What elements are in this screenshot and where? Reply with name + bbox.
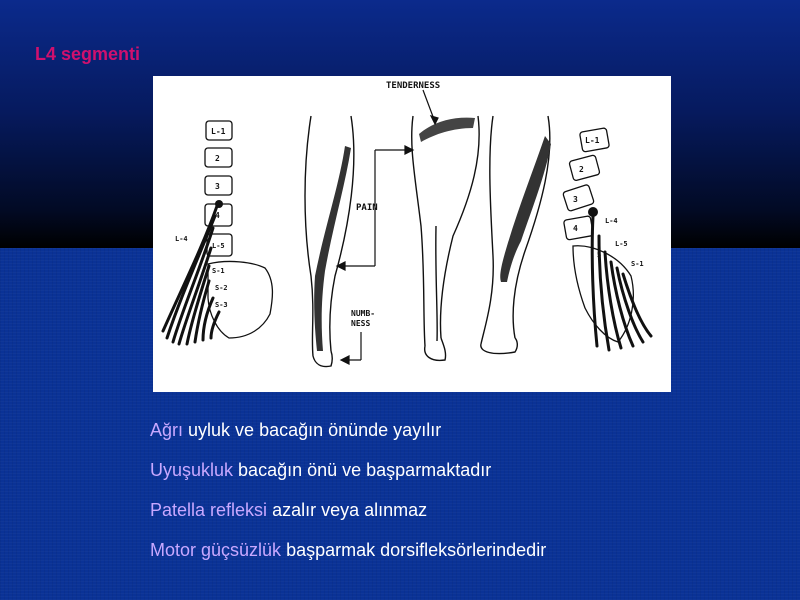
tenderness-label: TENDERNESS xyxy=(386,81,441,91)
svg-text:L-5: L-5 xyxy=(615,240,628,248)
finding-reflex xyxy=(150,500,546,520)
finding-reflex-highlight: Patella refleksi xyxy=(150,500,268,520)
svg-text:4: 4 xyxy=(215,211,220,220)
svg-text:2: 2 xyxy=(215,154,220,163)
leg-1-pain-stripe xyxy=(314,146,351,351)
svg-text:L-5: L-5 xyxy=(212,242,225,250)
svg-text:L-4: L-4 xyxy=(175,235,188,243)
numbness-label-line1: NUMB- xyxy=(351,309,376,318)
finding-numbness-highlight: Uyuşukluk xyxy=(150,460,234,480)
finding-numbness xyxy=(150,460,546,480)
finding-numbness-text: bacağın önü ve başparmaktadır xyxy=(238,460,492,480)
leg-back-2 xyxy=(412,116,479,360)
pain-label: PAIN xyxy=(356,203,378,213)
svg-text:S-1: S-1 xyxy=(212,267,225,275)
svg-text:3: 3 xyxy=(215,182,220,191)
finding-motor-text: başparmak dorsifleksörlerindedir xyxy=(286,540,547,560)
svg-text:4: 4 xyxy=(573,224,578,233)
finding-motor-highlight: Motor güçsüzlük xyxy=(150,540,282,560)
pain-arrows xyxy=(337,146,413,270)
numbness-arrow xyxy=(341,332,361,364)
svg-text:S-1: S-1 xyxy=(631,260,644,268)
finding-pain-text: uyluk ve bacağın önünde yayılır xyxy=(188,420,442,440)
svg-text:L-1: L-1 xyxy=(211,127,226,136)
finding-pain xyxy=(150,420,546,440)
svg-text:S-3: S-3 xyxy=(215,301,228,309)
numbness-label-line2: NESS xyxy=(351,319,371,328)
slide-title: L4 segmenti xyxy=(35,44,141,64)
finding-reflex-text: azalır veya alınmaz xyxy=(272,500,428,520)
dermatome-figure xyxy=(153,76,671,392)
leg-3-pain-stripe xyxy=(500,136,551,282)
tenderness-band xyxy=(419,118,475,142)
svg-text:2: 2 xyxy=(579,165,584,174)
finding-motor xyxy=(150,540,546,560)
tenderness-arrow xyxy=(423,90,438,124)
findings-list xyxy=(150,420,546,580)
svg-text:L-4: L-4 xyxy=(605,217,618,225)
dermatome-illustration xyxy=(153,76,671,392)
svg-text:5: 5 xyxy=(597,251,602,259)
finding-pain-highlight: Ağrı xyxy=(150,420,184,440)
svg-text:S-2: S-2 xyxy=(215,284,228,292)
svg-text:3: 3 xyxy=(573,195,578,204)
right-spine xyxy=(563,128,634,342)
svg-text:L-1: L-1 xyxy=(585,136,600,145)
